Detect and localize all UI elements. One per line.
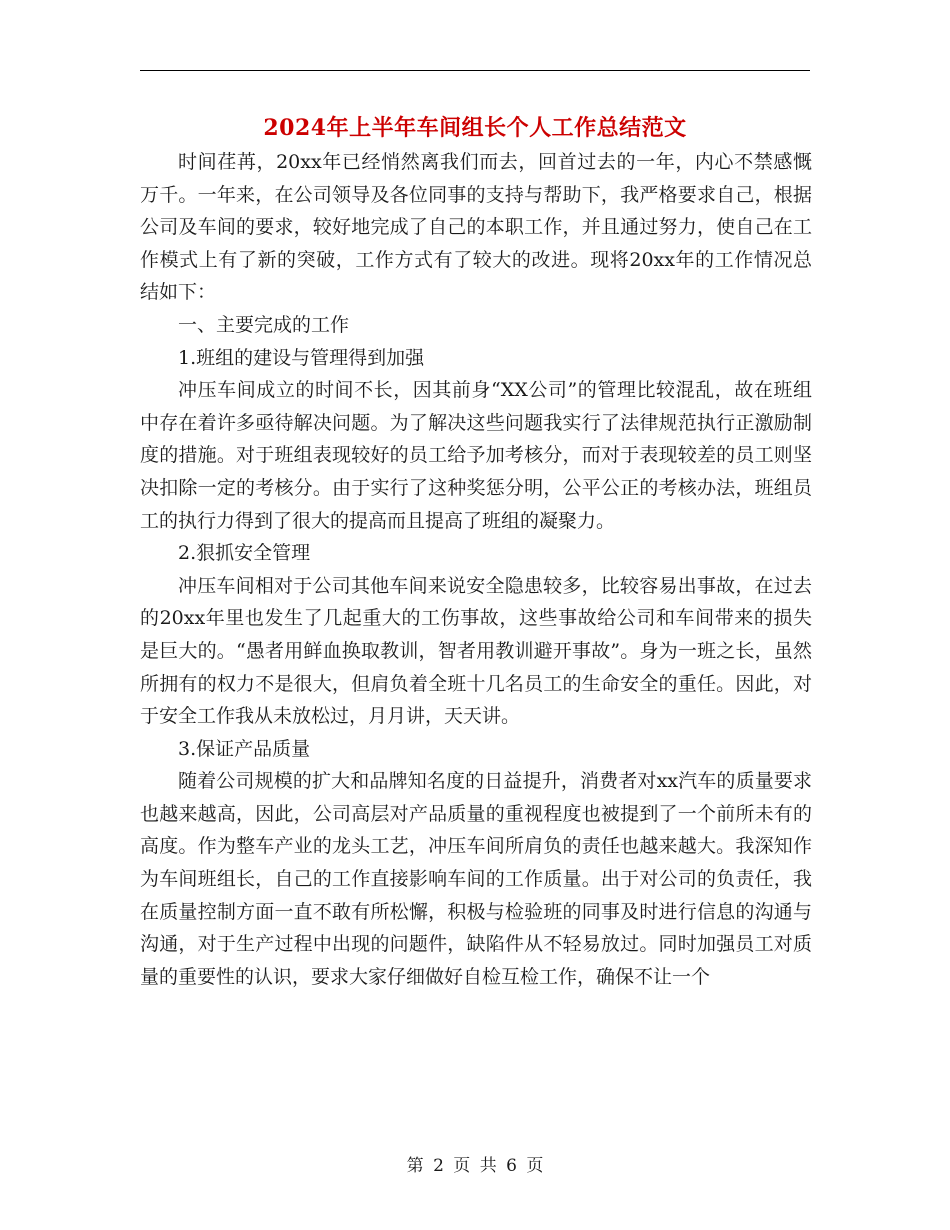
- subheading-safety: 2.狠抓安全管理: [178, 542, 311, 565]
- paragraph-quality: 随着公司规模的扩大和品牌知名度的日益提升，消费者对xx汽车的质量要求也越来越高，因此，公司高层对产品质量的重视程度也被提到了一个前所未有的高度。作为整车产业的龙头工艺，冲压车间所肩负的责任也越来越大。我深知作为车间班组长，自己的工作直接影响车间的工作质量。出于对公司的负责任，我在质量控制方面一直不敢有所松懈，积极与检验班的同事及时进行信息的沟通与沟通，对于生产过程中出现的问题件，缺陷件从不轻易放过。同时加强员工对质量的重要性的认识，要求大家仔细做好自检互检工作，确保不让一个: [140, 770, 812, 988]
- paragraph-team-building: 冲压车间成立的时间不长，因其前身“XX公司”的管理比较混乱，故在班组中存在着许多亟待解决问题。为了解决这些问题我实行了法律规范执行正激励制度的措施。对于班组表现较好的员工给予加考核分，而对于表现较差的员工则坚决扣除一定的考核分。由于实行了这种奖惩分明，公平公正的考核办法，班组员工的执行力得到了很大的提高而且提高了班组的凝聚力。: [140, 379, 812, 532]
- section-heading: 一、主要完成的工作: [178, 313, 350, 336]
- header-rule: [140, 70, 810, 71]
- subheading-team-building: 1.班组的建设与管理得到加强: [178, 346, 425, 369]
- document-body: [140, 146, 812, 993]
- document-title: 2024年上半年车间组长个人工作总结范文: [263, 115, 687, 141]
- page-number: 第 2 页 共 6 页: [406, 1156, 544, 1176]
- subheading-quality: 3.保证产品质量: [178, 737, 311, 760]
- paragraph-intro: 时间荏苒，20xx年已经悄然离我们而去，回首过去的一年，内心不禁感慨万千。一年来，在公司领导及各位同事的支持与帮助下，我严格要求自己，根据公司及车间的要求，较好地完成了自己的本职工作，并且通过努力，使自己在工作模式上有了新的突破，工作方式有了较大的改进。现将20xx年的工作情况总结如下：: [140, 151, 812, 304]
- paragraph-safety: 冲压车间相对于公司其他车间来说安全隐患较多，比较容易出事故，在过去的20xx年里也发生了几起重大的工伤事故，这些事故给公司和车间带来的损失是巨大的。“愚者用鲜血换取教训，智者用教训避开事故”。身为一班之长，虽然所拥有的权力不是很大，但肩负着全班十几名员工的生命安全的重任。因此，对于安全工作我从未放松过，月月讲，天天讲。: [140, 574, 812, 728]
